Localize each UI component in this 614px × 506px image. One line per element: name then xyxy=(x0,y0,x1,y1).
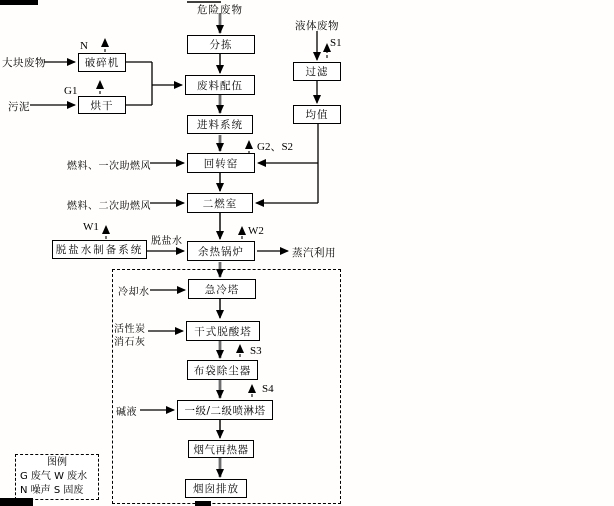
label-liquid-waste: 液体废物 xyxy=(295,20,339,32)
node-equalization: 均值 xyxy=(293,105,341,124)
label-steam-utilization: 蒸汽利用 xyxy=(292,247,336,259)
legend-box xyxy=(15,454,99,500)
code-w2: W2 xyxy=(248,225,264,237)
legend-row-gw: G 废气 W 废水 xyxy=(20,471,88,482)
label-hazardous-waste: 危险废物 xyxy=(197,4,243,16)
node-waste-heat-boiler: 余热锅炉 xyxy=(187,241,255,261)
code-n: N xyxy=(80,40,88,52)
node-dryer: 烘干 xyxy=(78,96,126,114)
label-activated-carbon: 活性炭 xyxy=(114,324,146,335)
flue-gas-treatment-boundary xyxy=(112,269,341,504)
node-crusher: 破碎机 xyxy=(78,53,126,72)
code-g2-s2: G2、S2 xyxy=(257,141,294,153)
node-quench-tower: 急冷塔 xyxy=(188,279,256,299)
label-desalted-water: 脱盐水 xyxy=(151,236,183,247)
node-stack-discharge: 烟囱排放 xyxy=(185,479,247,498)
node-filter: 过滤 xyxy=(293,62,341,81)
code-w1: W1 xyxy=(83,221,99,233)
node-secondary-combustion-chamber: 二燃室 xyxy=(187,193,253,213)
label-fuel-secondary-air: 燃料、二次助燃风 xyxy=(67,201,151,212)
scan-artifact-bottom-left xyxy=(0,498,33,506)
code-g1: G1 xyxy=(64,85,78,97)
label-bulk-waste: 大块废物 xyxy=(2,57,46,69)
scan-artifact-top-left xyxy=(0,0,38,5)
node-sorting: 分拣 xyxy=(187,35,255,54)
label-cooling-water: 冷却水 xyxy=(118,287,150,298)
node-rotary-kiln: 回转窑 xyxy=(187,153,255,173)
node-waste-blending: 废料配伍 xyxy=(185,75,255,95)
label-fuel-primary-air: 燃料、一次助燃风 xyxy=(67,161,151,172)
node-flue-gas-reheater: 烟气再热器 xyxy=(188,440,254,458)
node-desalted-water-prep-system: 脱盐水制备系统 xyxy=(52,240,147,259)
code-s1: S1 xyxy=(330,37,342,49)
scan-artifact-bottom-center xyxy=(195,501,211,506)
label-alkali-liquor: 碱液 xyxy=(116,407,137,418)
node-feeding-system: 进料系统 xyxy=(187,115,253,134)
legend-row-ns: N 噪声 S 固废 xyxy=(20,485,84,496)
node-bag-dust-collector: 布袋除尘器 xyxy=(187,360,258,380)
legend-title: 图例 xyxy=(47,457,67,468)
label-sludge: 污泥 xyxy=(8,101,30,113)
node-spray-tower: 一级/二级喷淋塔 xyxy=(177,400,273,420)
code-s3: S3 xyxy=(250,345,262,357)
label-slaked-lime: 消石灰 xyxy=(114,337,146,348)
code-s4: S4 xyxy=(262,383,274,395)
node-dry-deacidification-tower: 干式脱酸塔 xyxy=(186,321,260,341)
